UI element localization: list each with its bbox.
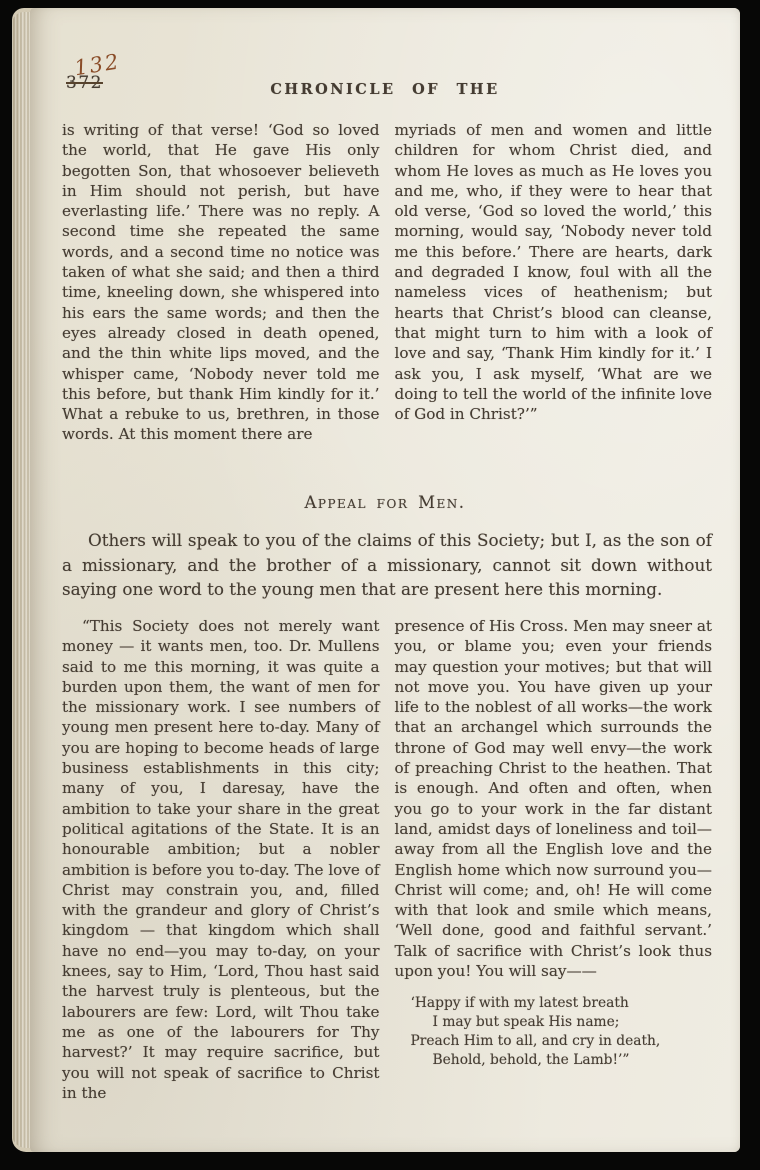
book-page <box>12 8 740 1152</box>
verse-line: I may but speak His name; <box>432 1014 620 1031</box>
top-right-column: myriads of men and women and little children for whom Christ died, and whom He loves as much as He loves you and me, who, if they were to hear that old verse, ‘God so loved the world,’ this morning, would say, ‘Nobody never told me this before.’ There are hearts, dark and degraded I know, foul with all the nameless vices of heathenism; but hearts that Christ’s blood can cleanse, that might turn to him with a look of love and say, ‘Thank Him kindly for it.’ I ask you, I ask myself, ‘What are we doing to tell the world of the infinite love of God in Christ?’” <box>394 121 712 424</box>
printed-page-number-struck: 372 <box>66 73 103 93</box>
bottom-left-column: “This Society does not merely want money — it wants men, too. Dr. Mullens said to me this morning, it was quite a burden upon them, the want of men for the missionary work. I see numbers of young men present here to-day. Many of you are hoping to become heads of large business establishments in this city; many of you, I daresay, have the ambition to take your share in the great political agitations of the State. It is an honourable ambition; but a nobler ambition is before you to-day. The love of Christ may constrain you, and, filled with the grandeur and glory of Christ’s kingdom — that kingdom which shall have no end—you may to-day, on your knees, say to Him, ‘Lord, Thou hast said the harvest truly is plenteous, but the labourers are few: Lord, wilt Thou take me as one of the labourers for Thy harvest?’ It may require sacrifice, but you will not speak of sacrifice to Christ in the <box>62 617 380 1102</box>
handwritten-page-number: 132 <box>72 49 122 81</box>
section-heading: Appeal for Men. <box>304 493 466 512</box>
verse-line: Behold, behold, the Lamb!’” <box>432 1052 630 1069</box>
running-header: CHRONICLE OF THE <box>270 81 500 98</box>
verse-block <box>411 994 713 1070</box>
intro-paragraph: Others will speak to you of the claims of this Society; but I, as the son of a missionary, and the brother of a missionary, cannot sit down without saying one word to the young men that are present here this morning. <box>62 530 712 600</box>
top-left-column: is writing of that verse! ‘God so loved the world, that He gave His only begotten Son, that whosoever believeth in Him should not perish, but have everlasting life.’ There was no reply. A second time she repeated the same words, and a second time no notice was taken of what she said; and then a third time, kneeling down, she whispered into his ears the same words; and then the eyes already closed in death opened, and the thin white lips moved, and the whisper came, ‘Nobody never told me this before, but thank Him kindly for it.’ What a rebuke to us, brethren, in those words. At this moment there are <box>62 121 380 444</box>
verse-line: Preach Him to all, and cry in death, <box>410 1033 661 1050</box>
bottom-right-text: presence of His Cross. Men may sneer at you, or blame you; even your friends may question your motives; but that will not move you. You have given up your life to the noblest of all works—the work that an archangel which surrounds the throne of God may well envy—the work of preaching Christ to the heathen. That is enough. And often and often, when you go to your work in the far distant land, amidst days of loneliness and toil—away from all the English love and the English home which now surround you—Christ will come; and, oh! He will come with that look and smile which means, ‘Well done, good and faithful servant.’ Talk of sacrifice with Christ’s look thus upon you! You will say—— <box>394 617 712 981</box>
paper-surface <box>30 8 740 1152</box>
verse-line: ‘Happy if with my latest breath <box>410 995 629 1012</box>
bottom-right-column <box>395 616 713 1103</box>
bottom-two-column-section <box>62 616 712 1103</box>
top-two-column-section <box>62 120 712 445</box>
